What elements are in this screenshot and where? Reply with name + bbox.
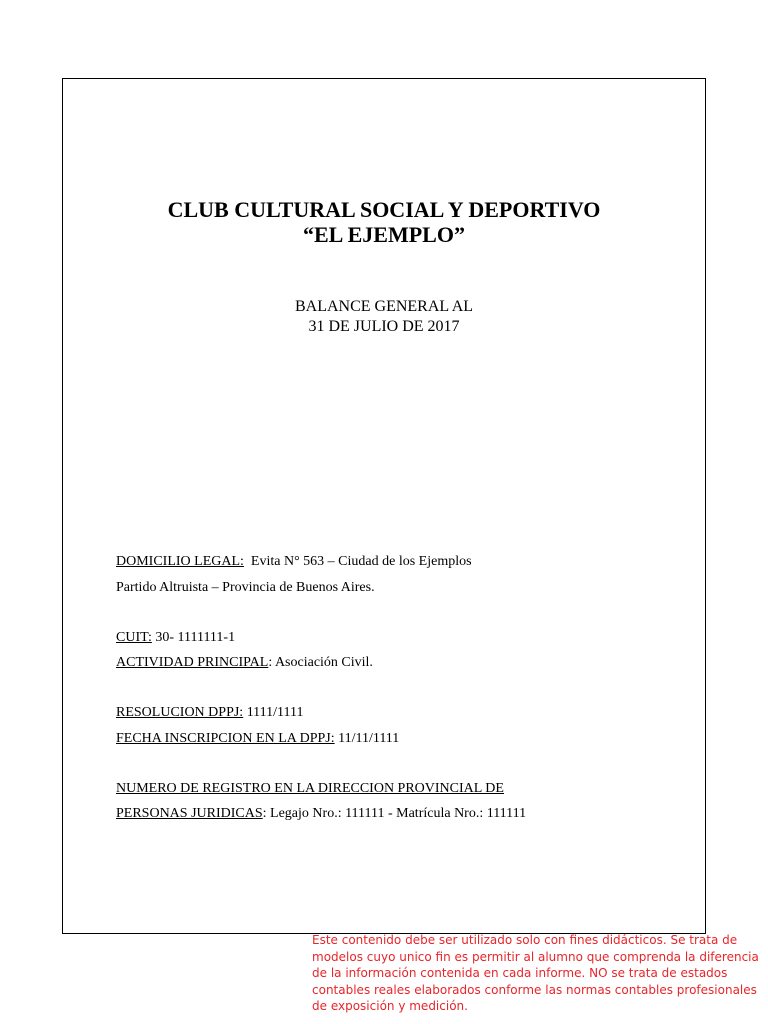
disclaimer-note: Este contenido debe ser utilizado solo con fines didácticos. Se trata de modelos cuyo unico fin es permitir al alumno que comprenda la diferencia de la información contenida en cada informe. NO se trata de estados contables reales elaborados conforme las normas contables profesionales de exposición y medición.	[312, 933, 759, 1013]
club-name-heading: CLUB CULTURAL SOCIAL Y DEPORTIVO	[167, 197, 601, 222]
registro-label-line-1: NUMERO DE REGISTRO EN LA DIRECCION PROVINCIAL DE	[116, 781, 504, 796]
report-date: 31 DE JULIO DE 2017	[308, 318, 460, 335]
registro-value: : Legajo Nro.: 111111 - Matrícula Nro.: 111111	[262, 806, 527, 821]
club-alias-heading: “EL EJEMPLO”	[303, 222, 465, 247]
fecha-inscripcion-line	[116, 730, 399, 748]
registro-label-2: PERSONAS JURIDICAS	[116, 806, 263, 821]
actividad-line	[116, 654, 373, 672]
actividad-label: ACTIVIDAD PRINCIPAL	[116, 655, 269, 670]
domicilio-value: Evita N° 563 – Ciudad de los Ejemplos	[250, 554, 472, 569]
domicilio-label: DOMICILIO LEGAL:	[116, 554, 244, 569]
cuit-label: CUIT:	[116, 630, 152, 645]
fecha-inscripcion-label: FECHA INSCRIPCION EN LA DPPJ:	[116, 731, 335, 746]
report-title: BALANCE GENERAL AL	[294, 298, 474, 315]
cuit-line	[116, 629, 235, 647]
cuit-value: 30- 1111111-1	[155, 630, 236, 645]
domicilio-line	[116, 553, 472, 571]
resolucion-value: 1111/1111	[246, 705, 304, 720]
fecha-inscripcion-value: 11/11/1111	[338, 731, 400, 746]
resolucion-label: RESOLUCION DPPJ:	[116, 705, 244, 720]
domicilio-line-2: Partido Altruista – Provincia de Buenos Aires.	[116, 580, 375, 595]
resolucion-line	[116, 704, 303, 722]
actividad-value: : Asociación Civil.	[268, 655, 373, 670]
registro-line-2	[116, 805, 526, 823]
